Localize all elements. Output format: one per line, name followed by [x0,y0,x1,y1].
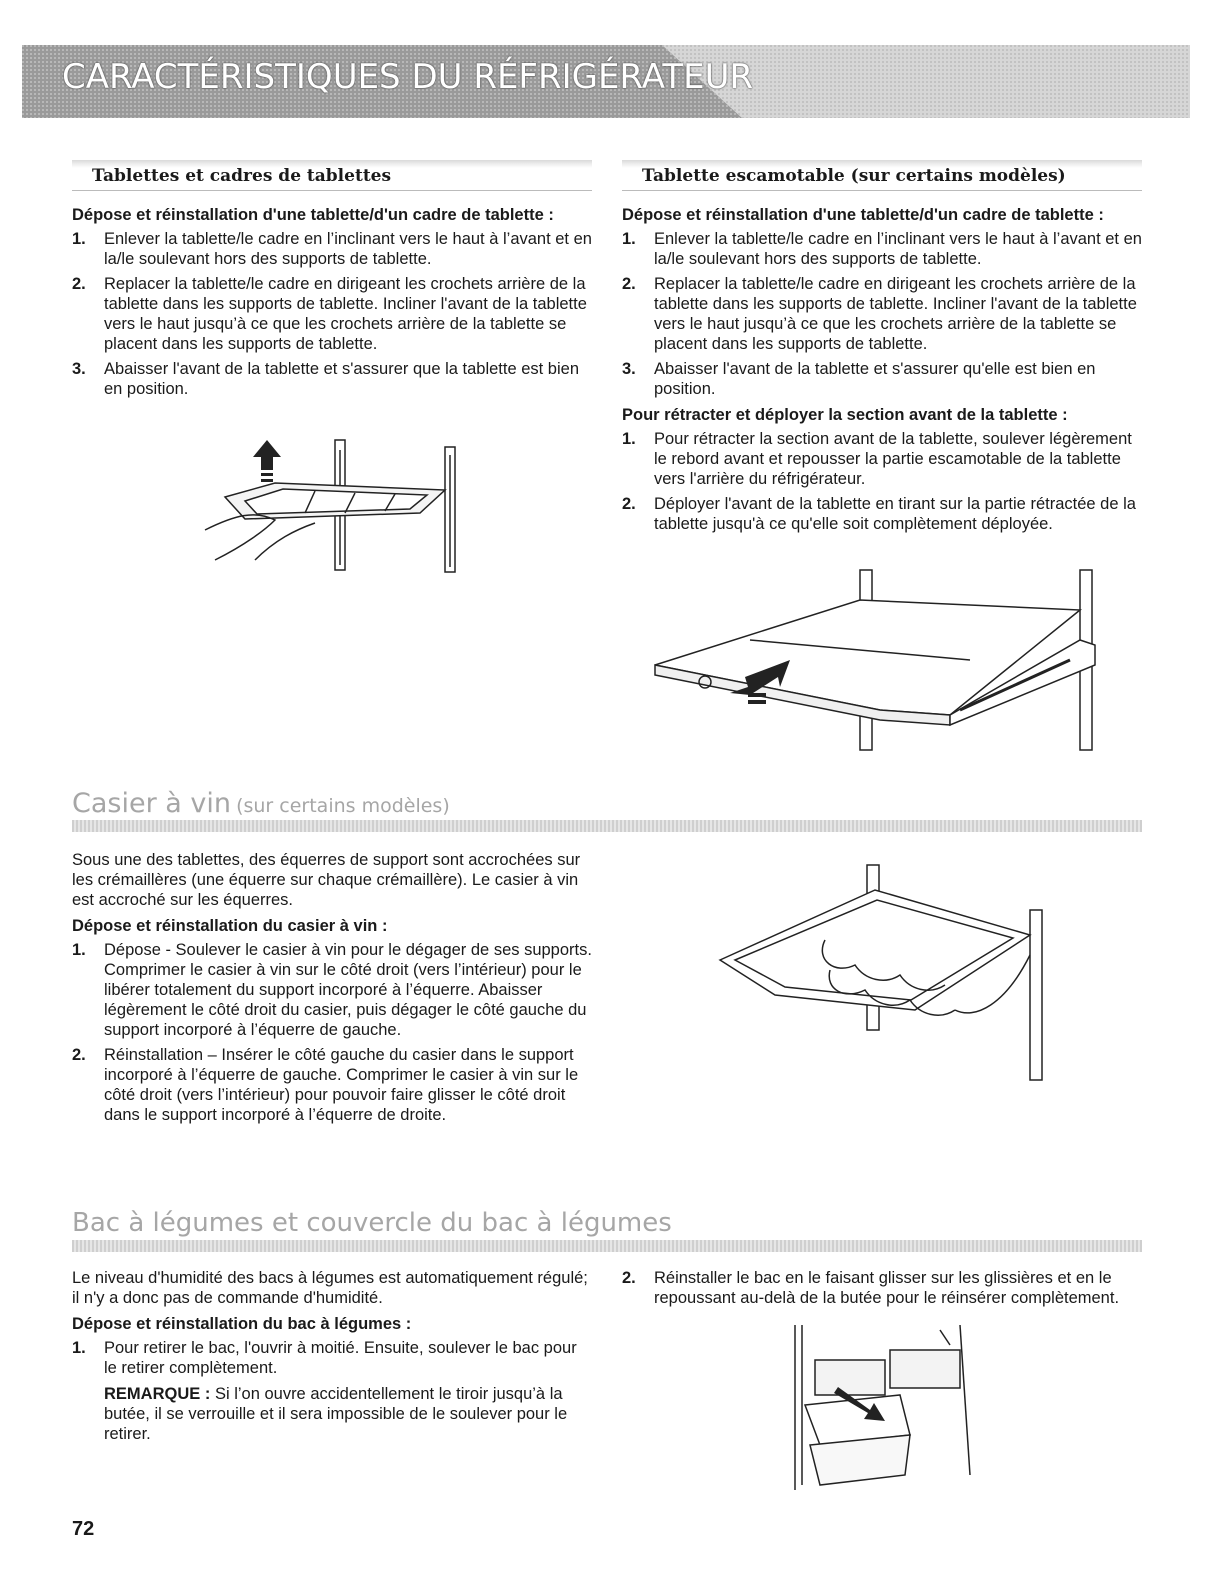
retractable-subtitle: Dépose et réinstallation d'une tablette/d'un cadre de tablette : [622,206,1104,224]
crisper-drawer-illustration [790,1325,990,1495]
list-item: 1. Dépose - Soulever le casier à vin pour le dégager de ses supports. Comprimer le casier à vin sur le côté droit (vers l’intérieur) pour le libérer totalement du support incorporé à l’équerre. Abaisser légèrement le côté droit du casier, puis dégager le côté gauche du support incorporé à l’équerre de gauche. [72,941,592,1039]
list-item: 3. Abaisser l'avant de la tablette et s'assurer qu'elle est bien en position. [622,360,1096,398]
shelves-subtitle: Dépose et réinstallation d'une tablette/d'un cadre de tablette : [72,206,554,224]
retractable-heading: Tablette escamotable (sur certains modèles) [622,160,1142,191]
page-title: CARACTÉRISTIQUES DU RÉFRIGÉRATEUR [62,57,754,97]
list-item: 3. Abaisser l'avant de la tablette et s'assurer que la tablette est bien en position. [72,360,580,398]
wine-intro: Sous une des tablettes, des équerres de support sont accrochées sur les crémaillères (une équerre sur chaque crémaillère). Le casier à vin est accroché sur les équerres. [72,851,581,909]
list-item: 2. Replacer la tablette/le cadre en dirigeant les crochets arrière de la tablette dans les supports de tablette. Incliner l'avant de la tablette vers le haut jusqu’à ce que les crochets arrière de la tablette se placent dans les supports de tablette. [72,275,587,353]
list-item: 2. Réinstaller le bac en le faisant glisser sur les glissières et en le repoussant au-delà de la butée pour le réinsérer complètement. [622,1269,1120,1307]
list-item: 2. Replacer la tablette/le cadre en dirigeant les crochets arrière de la tablette dans les supports de tablette. Incliner l'avant de la tablette vers le haut jusqu’à ce que les crochets arrière de la tablette se placent dans les supports de tablette. [622,275,1137,353]
shelves-section [72,160,592,404]
crisper-subtitle: Dépose et réinstallation du bac à légumes : [72,1315,412,1333]
list-item: 2. Déployer l'avant de la tablette en tirant sur la partie rétractée de la tablette jusqu'à ce qu'elle soit complètement déployée. [622,495,1136,533]
list-item: 2. Réinstallation – Insérer le côté gauche du casier dans le support incorporé à l’équerre de gauche. Comprimer le casier à vin sur le côté droit (vers l’intérieur) pour pouvoir faire glisser le côté droit dans le support incorporé à l’équerre de droite. [72,1046,579,1124]
note: REMARQUE : Si l’on ouvre accidentellement le tiroir jusqu’à la butée, il se verrouille et il sera impossible de le soulever pour le retirer. [104,1385,568,1443]
list-item: 1. Enlever la tablette/le cadre en l’inclinant vers le haut à l’avant et en la/le soulevant hors des supports de tablette. [72,230,592,268]
page-number: 72 [72,1518,95,1540]
section-divider [72,820,1142,832]
wine-rack-section [72,850,592,1130]
wine-rack-illustration [715,860,1055,1085]
header-banner [22,45,1190,118]
crisper-section [72,1268,592,1449]
arrow-up-icon [253,440,281,470]
crisper-section-right [622,1268,1142,1313]
crisper-intro: Le niveau d'humidité des bacs à légumes est automatiquement régulé; il n'y a donc pas de commande d'humidité. [72,1269,588,1307]
list-item: 1. Enlever la tablette/le cadre en l’inclinant vers le haut à l’avant et en la/le soulevant hors des supports de tablette. [622,230,1142,268]
wine-subtitle: Dépose et réinstallation du casier à vin : [72,917,388,935]
retractable-shelf-section [622,160,1142,539]
list-item: 1. Pour retirer le bac, l'ouvrir à moitié. Ensuite, soulever le bac pour le retirer complètement. REMARQUE : Si l’on ouvre accidentellement le tiroir jusqu’à la butée, il se verrouille et il sera impossible de le soulever pour le retirer. [72,1338,592,1444]
shelf-removal-illustration [195,435,475,575]
crisper-heading: Bac à légumes et couvercle du bac à légumes [72,1208,672,1238]
retract-subtitle: Pour rétracter et déployer la section avant de la tablette : [622,406,1068,424]
section-divider [72,1240,1142,1252]
wine-rack-heading: Casier à vin (sur certains modèles) [72,788,450,819]
list-item: 1. Pour rétracter la section avant de la tablette, soulever légèrement le rebord avant et repousser la partie escamotable de la tablette vers l'arrière du réfrigérateur. [622,430,1132,488]
shelves-heading: Tablettes et cadres de tablettes [72,160,592,191]
retractable-shelf-illustration [650,565,1110,755]
